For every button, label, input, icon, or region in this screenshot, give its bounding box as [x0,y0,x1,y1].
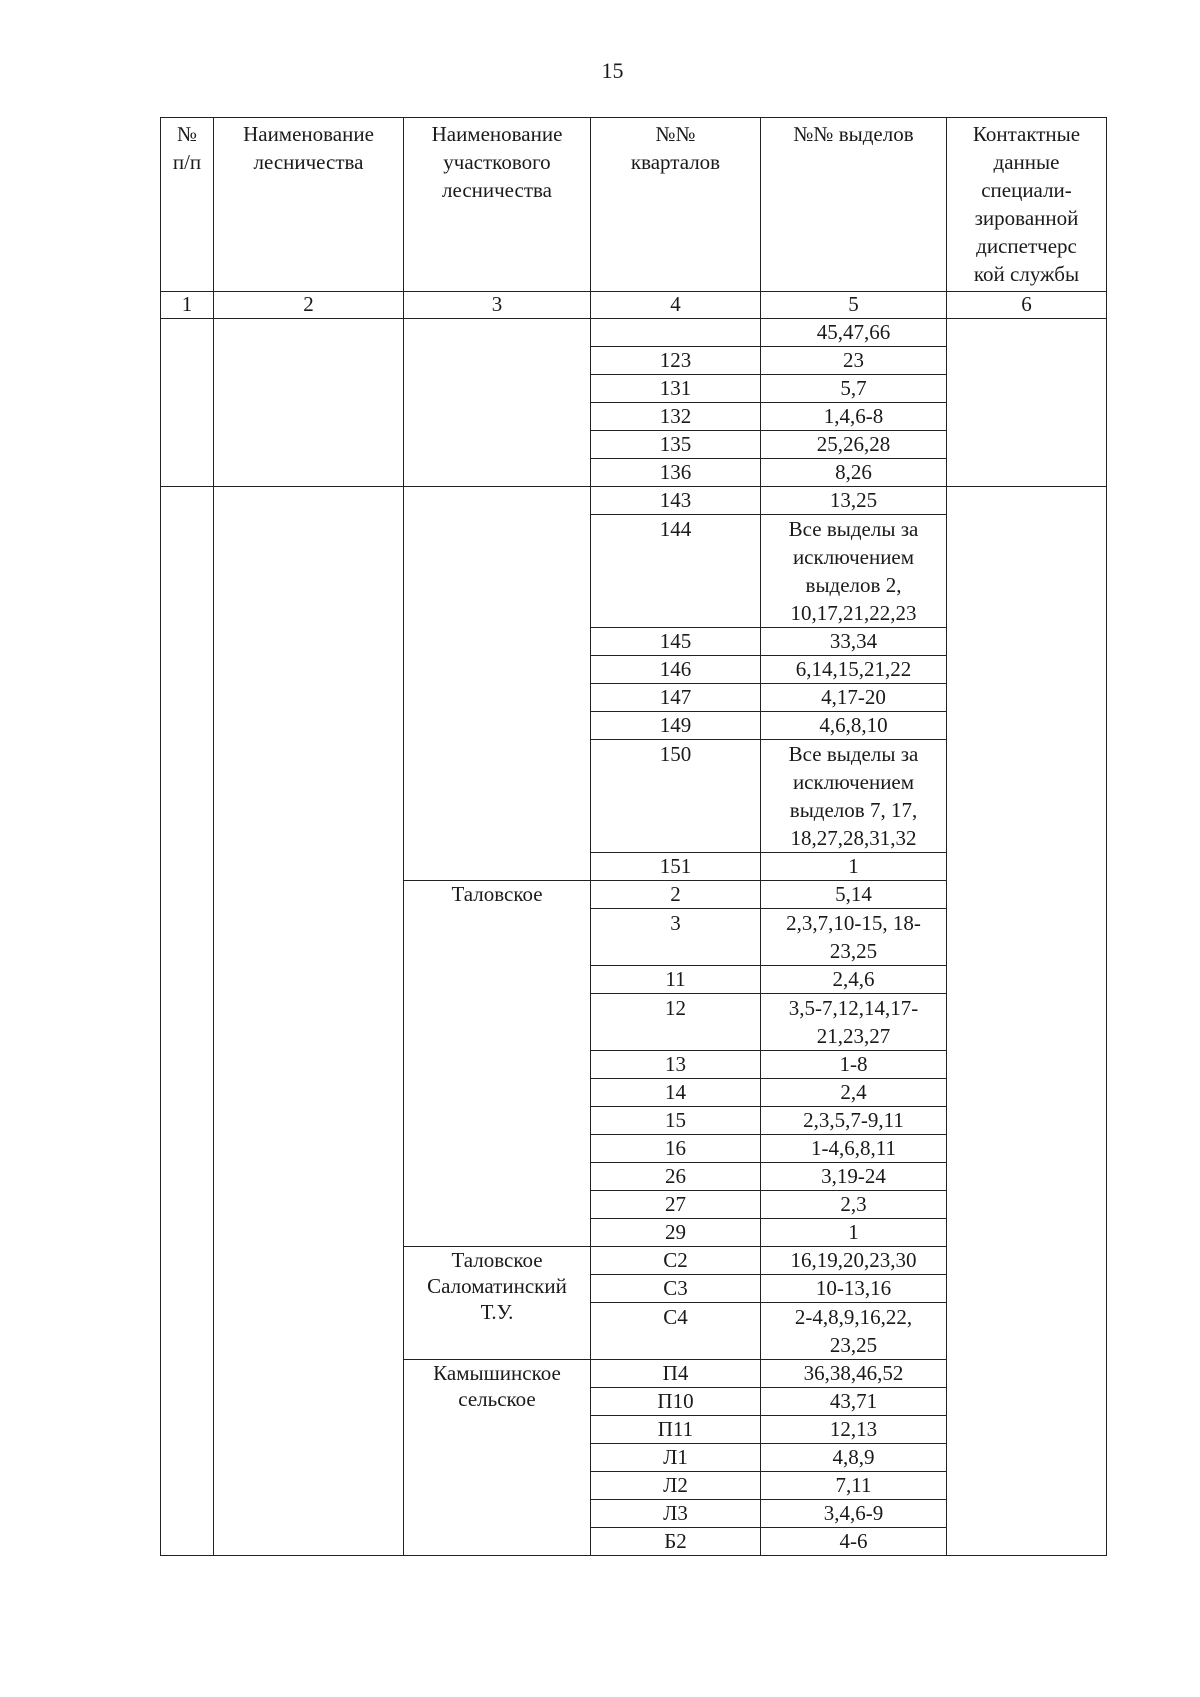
cell-kvartal: Л3 [591,1500,761,1528]
cell-vydely: 1 [761,1219,947,1247]
cell-vydely: 36,38,46,52 [761,1360,947,1388]
cell-kvartal: 143 [591,487,761,515]
cell-kvartal: 27 [591,1191,761,1219]
cell-kvartal: С3 [591,1275,761,1303]
cell-kvartal: 11 [591,966,761,994]
cell-kvartal: 15 [591,1107,761,1135]
cell-vydely: 12,13 [761,1416,947,1444]
cell-vydely: 16,19,20,23,30 [761,1247,947,1275]
table-row [161,319,1107,347]
cell-kvartal: 16 [591,1135,761,1163]
cell-vydely: 5,14 [761,881,947,909]
cell-vydely: 13,25 [761,487,947,515]
column-number: 4 [591,292,761,319]
cell-kvartal: Л1 [591,1444,761,1472]
cell-vydely: 1-8 [761,1051,947,1079]
cell-vydely: 10-13,16 [761,1275,947,1303]
column-number: 3 [404,292,591,319]
cell-vydely: Все выделы за исключением выделов 2, 10,17,21,22,23 [761,515,947,628]
cell-kvartal: П4 [591,1360,761,1388]
forestry-table [160,117,1107,1556]
cell-forestry [214,487,404,1556]
cell-vydely: 4-6 [761,1528,947,1556]
page-number: 15 [601,58,624,83]
cell-kvartal: 144 [591,515,761,628]
cell-kvartal: 145 [591,628,761,656]
cell-district-forestry [404,319,591,487]
cell-kvartal: 14 [591,1079,761,1107]
header-district-forestry: Наименование участкового лесничества [404,118,591,292]
cell-vydely: 3,4,6-9 [761,1500,947,1528]
cell-vydely: 6,14,15,21,22 [761,656,947,684]
cell-kvartal: 29 [591,1219,761,1247]
cell-vydely: 2,4,6 [761,966,947,994]
cell-kvartal: 149 [591,712,761,740]
table-body [161,118,1107,1556]
cell-kvartal: 146 [591,656,761,684]
cell-kvartal: П11 [591,1416,761,1444]
cell-vydely: 8,26 [761,459,947,487]
cell-vydely: 43,71 [761,1388,947,1416]
column-number: 2 [214,292,404,319]
cell-kvartal: 147 [591,684,761,712]
cell-contacts [947,487,1107,1556]
cell-vydely: 2-4,8,9,16,22, 23,25 [761,1303,947,1360]
cell-kvartal: 132 [591,403,761,431]
cell-num [161,319,214,487]
cell-kvartal: 150 [591,740,761,853]
cell-vydely: 4,17-20 [761,684,947,712]
cell-district-forestry: Камышинское сельское [404,1360,591,1556]
cell-vydely: 3,19-24 [761,1163,947,1191]
cell-vydely: 1,4,6-8 [761,403,947,431]
cell-vydely: 45,47,66 [761,319,947,347]
header-forestry: Наименование лесничества [214,118,404,292]
cell-vydely: 4,8,9 [761,1444,947,1472]
cell-kvartal: 3 [591,909,761,966]
cell-vydely: 2,4 [761,1079,947,1107]
cell-kvartal: Б2 [591,1528,761,1556]
header-vydely: №№ выделов [761,118,947,292]
cell-district-forestry: Таловское [404,881,591,1247]
cell-vydely: 25,26,28 [761,431,947,459]
cell-kvartal: 13 [591,1051,761,1079]
cell-contacts [947,319,1107,487]
cell-num [161,487,214,1556]
cell-kvartal: 123 [591,347,761,375]
cell-vydely: 5,7 [761,375,947,403]
cell-vydely: 2,3 [761,1191,947,1219]
header-num: № п/п [161,118,214,292]
cell-vydely: 2,3,5,7-9,11 [761,1107,947,1135]
cell-kvartal: П10 [591,1388,761,1416]
cell-vydely: 33,34 [761,628,947,656]
cell-vydely: 1 [761,853,947,881]
cell-kvartal: 2 [591,881,761,909]
cell-district-forestry: Таловское Саломатинский Т.У. [404,1247,591,1360]
cell-kvartal: 135 [591,431,761,459]
cell-vydely: 4,6,8,10 [761,712,947,740]
cell-kvartal: 131 [591,375,761,403]
cell-kvartal: 12 [591,994,761,1051]
cell-kvartal [591,319,761,347]
column-number: 1 [161,292,214,319]
cell-vydely: 1-4,6,8,11 [761,1135,947,1163]
column-number: 6 [947,292,1107,319]
column-number-row [161,292,1107,319]
cell-vydely: Все выделы за исключением выделов 7, 17, 18,27,28,31,32 [761,740,947,853]
cell-vydely: 7,11 [761,1472,947,1500]
cell-kvartal: 136 [591,459,761,487]
table-row [161,487,1107,515]
header-kvartaly: №№ кварталов [591,118,761,292]
header-contacts: Контактные данные специали- зированной диспетчерс кой службы [947,118,1107,292]
cell-district-forestry [404,487,591,881]
cell-vydely: 2,3,7,10-15, 18- 23,25 [761,909,947,966]
cell-vydely: 3,5-7,12,14,17- 21,23,27 [761,994,947,1051]
cell-forestry [214,319,404,487]
header-row [161,118,1107,292]
cell-kvartal: 151 [591,853,761,881]
cell-vydely: 23 [761,347,947,375]
column-number: 5 [761,292,947,319]
cell-kvartal: С2 [591,1247,761,1275]
cell-kvartal: С4 [591,1303,761,1360]
cell-kvartal: Л2 [591,1472,761,1500]
cell-kvartal: 26 [591,1163,761,1191]
